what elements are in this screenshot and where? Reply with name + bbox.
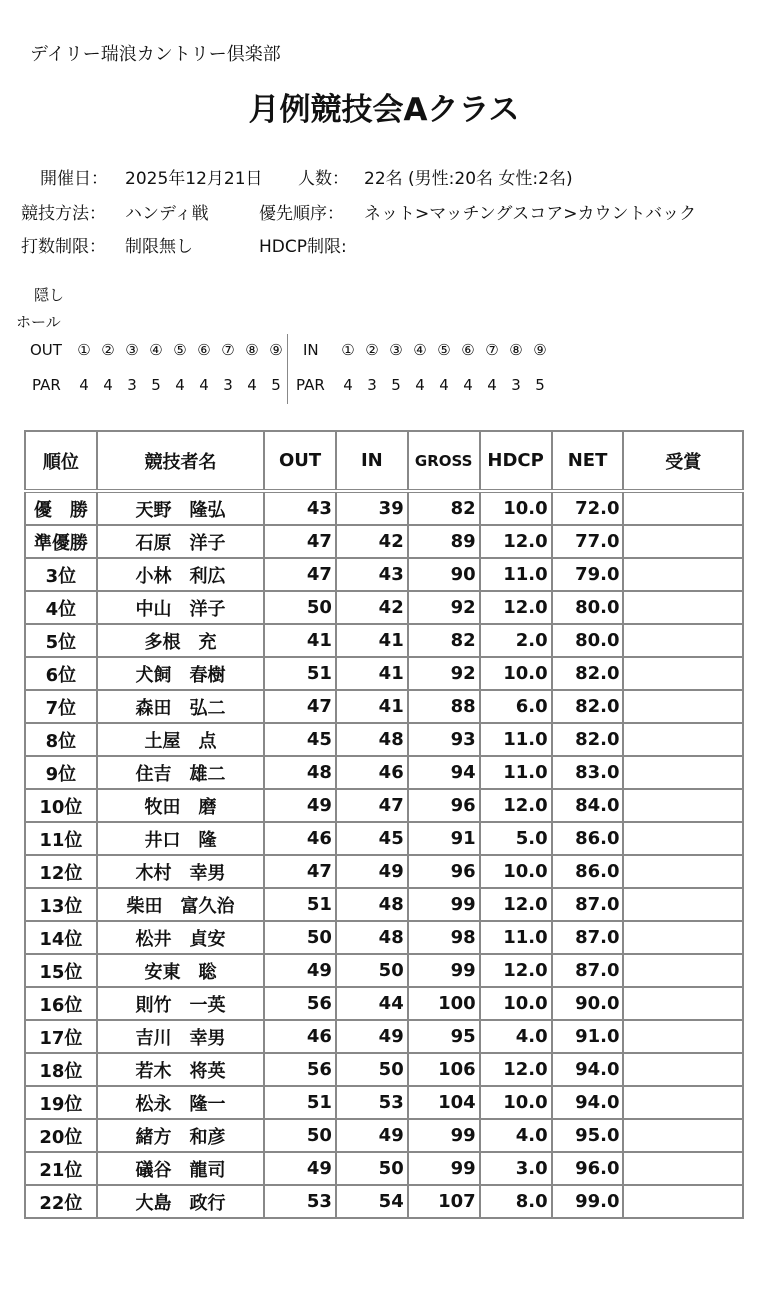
- net-cell: 83.0: [552, 756, 624, 789]
- table-row: [25, 756, 743, 789]
- net-cell: 79.0: [552, 558, 624, 591]
- rank-cell: 優 勝: [25, 491, 97, 525]
- table-row: [25, 921, 743, 954]
- in-cell: 45: [336, 822, 408, 855]
- rank-cell: 16位: [25, 987, 97, 1020]
- award-cell: [623, 888, 743, 921]
- table-row: [25, 1020, 743, 1053]
- gross-cell: 99: [408, 1119, 480, 1152]
- page-title: 月例競技会Aクラス: [248, 92, 520, 128]
- priority-label: 優先順序：: [259, 204, 344, 224]
- net-cell: 94.0: [552, 1053, 624, 1086]
- net-cell: 84.0: [552, 789, 624, 822]
- gross-cell: 96: [408, 855, 480, 888]
- net-cell: 95.0: [552, 1119, 624, 1152]
- in-cell: 41: [336, 690, 408, 723]
- table-row: [25, 987, 743, 1020]
- out-hole-row: [72, 341, 288, 361]
- in-hole-number: ④: [413, 341, 427, 359]
- gross-cell: 104: [408, 1086, 480, 1119]
- table-row: [25, 690, 743, 723]
- hdcp-cell: 4.0: [480, 1020, 552, 1053]
- rank-cell: 14位: [25, 921, 97, 954]
- rank-cell: 7位: [25, 690, 97, 723]
- out-cell: 45: [264, 723, 336, 756]
- out-par-value: 3: [223, 376, 233, 394]
- in-par-value: 4: [463, 376, 473, 394]
- table-row: [25, 954, 743, 987]
- rank-cell: 3位: [25, 558, 97, 591]
- rank-cell: 15位: [25, 954, 97, 987]
- gross-cell: 91: [408, 822, 480, 855]
- net-cell: 80.0: [552, 591, 624, 624]
- name-cell: 安東 聡: [97, 954, 264, 987]
- in-cell: 42: [336, 591, 408, 624]
- award-cell: [623, 690, 743, 723]
- name-cell: 若木 将英: [97, 1053, 264, 1086]
- in-hole-number: ⑧: [509, 341, 523, 359]
- out-cell: 46: [264, 1020, 336, 1053]
- in-cell: 42: [336, 525, 408, 558]
- hdcp-cell: 2.0: [480, 624, 552, 657]
- hdcp-cell: 6.0: [480, 690, 552, 723]
- out-par-value: 4: [79, 376, 89, 394]
- in-cell: 41: [336, 657, 408, 690]
- hidden-label-line1: 隠し: [34, 286, 65, 304]
- gross-cell: 90: [408, 558, 480, 591]
- in-hole-number: ③: [389, 341, 403, 359]
- in-cell: 48: [336, 888, 408, 921]
- hole-divider: [287, 334, 288, 404]
- out-cell: 48: [264, 756, 336, 789]
- out-cell: 50: [264, 591, 336, 624]
- out-par-value: 5: [151, 376, 161, 394]
- award-cell: [623, 591, 743, 624]
- in-cell: 50: [336, 954, 408, 987]
- out-hole-number: ⑧: [245, 341, 259, 359]
- gross-cell: 82: [408, 491, 480, 525]
- in-par-value: 5: [535, 376, 545, 394]
- priority-value: ネット>マッチングスコア>カウントバック: [364, 204, 697, 224]
- in-cell: 54: [336, 1185, 408, 1218]
- out-par-value: 4: [103, 376, 113, 394]
- net-cell: 99.0: [552, 1185, 624, 1218]
- name-cell: 吉川 幸男: [97, 1020, 264, 1053]
- out-hole-number: ②: [101, 341, 115, 359]
- hdcp-cell: 10.0: [480, 657, 552, 690]
- in-par-value: 4: [415, 376, 425, 394]
- out-cell: 46: [264, 822, 336, 855]
- results-table: [24, 430, 744, 1219]
- in-cell: 47: [336, 789, 408, 822]
- out-par-value: 4: [247, 376, 257, 394]
- hdcp-cell: 12.0: [480, 591, 552, 624]
- out-cell: 51: [264, 657, 336, 690]
- table-row: [25, 1185, 743, 1218]
- table-row: [25, 789, 743, 822]
- out-hole-number: ④: [149, 341, 163, 359]
- rank-cell: 13位: [25, 888, 97, 921]
- net-cell: 77.0: [552, 525, 624, 558]
- out-cell: 56: [264, 1053, 336, 1086]
- gross-cell: 99: [408, 1152, 480, 1185]
- date-label: 開催日：: [40, 169, 108, 189]
- hdcp-cell: 10.0: [480, 987, 552, 1020]
- in-hole-row: [336, 341, 552, 361]
- table-row: [25, 491, 743, 525]
- award-cell: [623, 1086, 743, 1119]
- name-cell: 木村 幸男: [97, 855, 264, 888]
- out-cell: 47: [264, 525, 336, 558]
- header-rank: 順位: [25, 431, 97, 491]
- out-cell: 49: [264, 789, 336, 822]
- name-cell: 礒谷 龍司: [97, 1152, 264, 1185]
- rank-cell: 17位: [25, 1020, 97, 1053]
- gross-cell: 94: [408, 756, 480, 789]
- table-row: [25, 855, 743, 888]
- header-in: IN: [336, 431, 408, 491]
- hdcp-cell: 11.0: [480, 921, 552, 954]
- net-cell: 94.0: [552, 1086, 624, 1119]
- name-cell: 犬飼 春樹: [97, 657, 264, 690]
- out-cell: 50: [264, 921, 336, 954]
- table-row: [25, 1053, 743, 1086]
- rank-cell: 4位: [25, 591, 97, 624]
- rank-cell: 準優勝: [25, 525, 97, 558]
- hdcp-limit-label: HDCP制限:: [259, 237, 347, 257]
- award-cell: [623, 1152, 743, 1185]
- table-row: [25, 1152, 743, 1185]
- name-cell: 柴田 富久治: [97, 888, 264, 921]
- header-name: 競技者名: [97, 431, 264, 491]
- out-hole-number: ⑦: [221, 341, 235, 359]
- out-hole-number: ①: [77, 341, 91, 359]
- out-par-value: 4: [199, 376, 209, 394]
- in-cell: 49: [336, 855, 408, 888]
- net-cell: 96.0: [552, 1152, 624, 1185]
- award-cell: [623, 624, 743, 657]
- in-par-value: 4: [439, 376, 449, 394]
- in-hole-number: ⑤: [437, 341, 451, 359]
- name-cell: 緒方 和彦: [97, 1119, 264, 1152]
- header-hdcp: HDCP: [480, 431, 552, 491]
- table-row: [25, 525, 743, 558]
- rank-cell: 22位: [25, 1185, 97, 1218]
- award-cell: [623, 558, 743, 591]
- rank-cell: 10位: [25, 789, 97, 822]
- out-par-row: [72, 376, 288, 396]
- table-row: [25, 657, 743, 690]
- in-cell: 44: [336, 987, 408, 1020]
- gross-cell: 106: [408, 1053, 480, 1086]
- gross-cell: 99: [408, 954, 480, 987]
- net-cell: 87.0: [552, 888, 624, 921]
- count-label: 人数：: [298, 169, 349, 189]
- award-cell: [623, 491, 743, 525]
- gross-cell: 93: [408, 723, 480, 756]
- out-label: OUT: [30, 341, 62, 359]
- award-cell: [623, 1185, 743, 1218]
- out-cell: 49: [264, 954, 336, 987]
- name-cell: 土屋 点: [97, 723, 264, 756]
- out-hole-number: ⑥: [197, 341, 211, 359]
- hdcp-cell: 5.0: [480, 822, 552, 855]
- in-par-value: 3: [367, 376, 377, 394]
- in-hole-number: ①: [341, 341, 355, 359]
- net-cell: 82.0: [552, 723, 624, 756]
- out-cell: 50: [264, 1119, 336, 1152]
- in-cell: 39: [336, 491, 408, 525]
- name-cell: 松永 隆一: [97, 1086, 264, 1119]
- rank-cell: 20位: [25, 1119, 97, 1152]
- gross-cell: 99: [408, 888, 480, 921]
- hdcp-cell: 3.0: [480, 1152, 552, 1185]
- header-award: 受賞: [623, 431, 743, 491]
- out-cell: 47: [264, 558, 336, 591]
- rank-cell: 5位: [25, 624, 97, 657]
- hdcp-cell: 12.0: [480, 1053, 552, 1086]
- out-cell: 41: [264, 624, 336, 657]
- gross-cell: 98: [408, 921, 480, 954]
- hdcp-cell: 11.0: [480, 756, 552, 789]
- gross-cell: 95: [408, 1020, 480, 1053]
- rank-cell: 6位: [25, 657, 97, 690]
- in-cell: 50: [336, 1152, 408, 1185]
- name-cell: 中山 洋子: [97, 591, 264, 624]
- rank-cell: 11位: [25, 822, 97, 855]
- in-par-value: 4: [343, 376, 353, 394]
- name-cell: 住吉 雄二: [97, 756, 264, 789]
- award-cell: [623, 1053, 743, 1086]
- out-hole-number: ⑤: [173, 341, 187, 359]
- name-cell: 則竹 一英: [97, 987, 264, 1020]
- name-cell: 天野 隆弘: [97, 491, 264, 525]
- out-par-value: 5: [271, 376, 281, 394]
- gross-cell: 107: [408, 1185, 480, 1218]
- name-cell: 大島 政行: [97, 1185, 264, 1218]
- out-cell: 47: [264, 855, 336, 888]
- rank-cell: 9位: [25, 756, 97, 789]
- name-cell: 松井 貞安: [97, 921, 264, 954]
- hdcp-cell: 11.0: [480, 723, 552, 756]
- in-par-value: 4: [487, 376, 497, 394]
- out-cell: 53: [264, 1185, 336, 1218]
- out-hole-number: ③: [125, 341, 139, 359]
- out-cell: 43: [264, 491, 336, 525]
- in-par-value: 3: [511, 376, 521, 394]
- net-cell: 90.0: [552, 987, 624, 1020]
- net-cell: 82.0: [552, 657, 624, 690]
- out-par-value: 3: [127, 376, 137, 394]
- in-cell: 53: [336, 1086, 408, 1119]
- par-label-in: PAR: [296, 376, 325, 394]
- name-cell: 牧田 磨: [97, 789, 264, 822]
- table-row: [25, 591, 743, 624]
- award-cell: [623, 756, 743, 789]
- table-row: [25, 888, 743, 921]
- rank-cell: 21位: [25, 1152, 97, 1185]
- rank-cell: 19位: [25, 1086, 97, 1119]
- method-label: 競技方法：: [21, 204, 106, 224]
- in-hole-number: ⑦: [485, 341, 499, 359]
- award-cell: [623, 822, 743, 855]
- out-hole-number: ⑨: [269, 341, 283, 359]
- header-gross: GROSS: [408, 431, 480, 491]
- table-row: [25, 624, 743, 657]
- out-cell: 47: [264, 690, 336, 723]
- award-cell: [623, 954, 743, 987]
- header-out: OUT: [264, 431, 336, 491]
- hdcp-cell: 10.0: [480, 855, 552, 888]
- net-cell: 91.0: [552, 1020, 624, 1053]
- name-cell: 小林 利広: [97, 558, 264, 591]
- net-cell: 87.0: [552, 954, 624, 987]
- net-cell: 86.0: [552, 855, 624, 888]
- in-cell: 48: [336, 921, 408, 954]
- in-cell: 41: [336, 624, 408, 657]
- award-cell: [623, 1119, 743, 1152]
- name-cell: 井口 隆: [97, 822, 264, 855]
- hdcp-cell: 8.0: [480, 1185, 552, 1218]
- net-cell: 82.0: [552, 690, 624, 723]
- in-cell: 43: [336, 558, 408, 591]
- rank-cell: 12位: [25, 855, 97, 888]
- table-row: [25, 1086, 743, 1119]
- hdcp-cell: 11.0: [480, 558, 552, 591]
- rank-cell: 18位: [25, 1053, 97, 1086]
- gross-cell: 100: [408, 987, 480, 1020]
- award-cell: [623, 657, 743, 690]
- hdcp-cell: 12.0: [480, 525, 552, 558]
- header-net: NET: [552, 431, 624, 491]
- table-row: [25, 1119, 743, 1152]
- method-value: ハンディ戦: [125, 204, 209, 224]
- hdcp-cell: 4.0: [480, 1119, 552, 1152]
- award-cell: [623, 723, 743, 756]
- in-cell: 48: [336, 723, 408, 756]
- in-cell: 49: [336, 1020, 408, 1053]
- header-row: [25, 431, 743, 491]
- out-cell: 51: [264, 888, 336, 921]
- award-cell: [623, 789, 743, 822]
- rank-cell: 8位: [25, 723, 97, 756]
- name-cell: 石原 洋子: [97, 525, 264, 558]
- net-cell: 86.0: [552, 822, 624, 855]
- count-value: 22名 (男性:20名 女性:2名): [364, 169, 573, 189]
- gross-cell: 88: [408, 690, 480, 723]
- award-cell: [623, 855, 743, 888]
- table-row: [25, 723, 743, 756]
- gross-cell: 89: [408, 525, 480, 558]
- gross-cell: 82: [408, 624, 480, 657]
- net-cell: 72.0: [552, 491, 624, 525]
- in-cell: 50: [336, 1053, 408, 1086]
- hdcp-cell: 10.0: [480, 491, 552, 525]
- hdcp-cell: 10.0: [480, 1086, 552, 1119]
- in-cell: 46: [336, 756, 408, 789]
- name-cell: 多根 充: [97, 624, 264, 657]
- out-cell: 51: [264, 1086, 336, 1119]
- in-hole-number: ②: [365, 341, 379, 359]
- out-cell: 49: [264, 1152, 336, 1185]
- in-hole-number: ⑨: [533, 341, 547, 359]
- limit-value: 制限無し: [125, 237, 193, 257]
- hidden-label-line2: ホール: [16, 313, 61, 331]
- par-label-out: PAR: [32, 376, 61, 394]
- in-cell: 49: [336, 1119, 408, 1152]
- hdcp-cell: 12.0: [480, 789, 552, 822]
- name-cell: 森田 弘二: [97, 690, 264, 723]
- date-value: 2025年12月21日: [125, 169, 263, 189]
- limit-label: 打数制限：: [21, 237, 106, 257]
- hdcp-cell: 12.0: [480, 954, 552, 987]
- in-par-value: 5: [391, 376, 401, 394]
- gross-cell: 92: [408, 657, 480, 690]
- gross-cell: 92: [408, 591, 480, 624]
- gross-cell: 96: [408, 789, 480, 822]
- in-hole-number: ⑥: [461, 341, 475, 359]
- in-label: IN: [303, 341, 319, 359]
- net-cell: 80.0: [552, 624, 624, 657]
- table-row: [25, 558, 743, 591]
- award-cell: [623, 1020, 743, 1053]
- club-name: デイリー瑞浪カントリー倶楽部: [30, 44, 281, 65]
- table-row: [25, 822, 743, 855]
- out-par-value: 4: [175, 376, 185, 394]
- award-cell: [623, 921, 743, 954]
- out-cell: 56: [264, 987, 336, 1020]
- hdcp-cell: 12.0: [480, 888, 552, 921]
- net-cell: 87.0: [552, 921, 624, 954]
- in-par-row: [336, 376, 552, 396]
- award-cell: [623, 987, 743, 1020]
- award-cell: [623, 525, 743, 558]
